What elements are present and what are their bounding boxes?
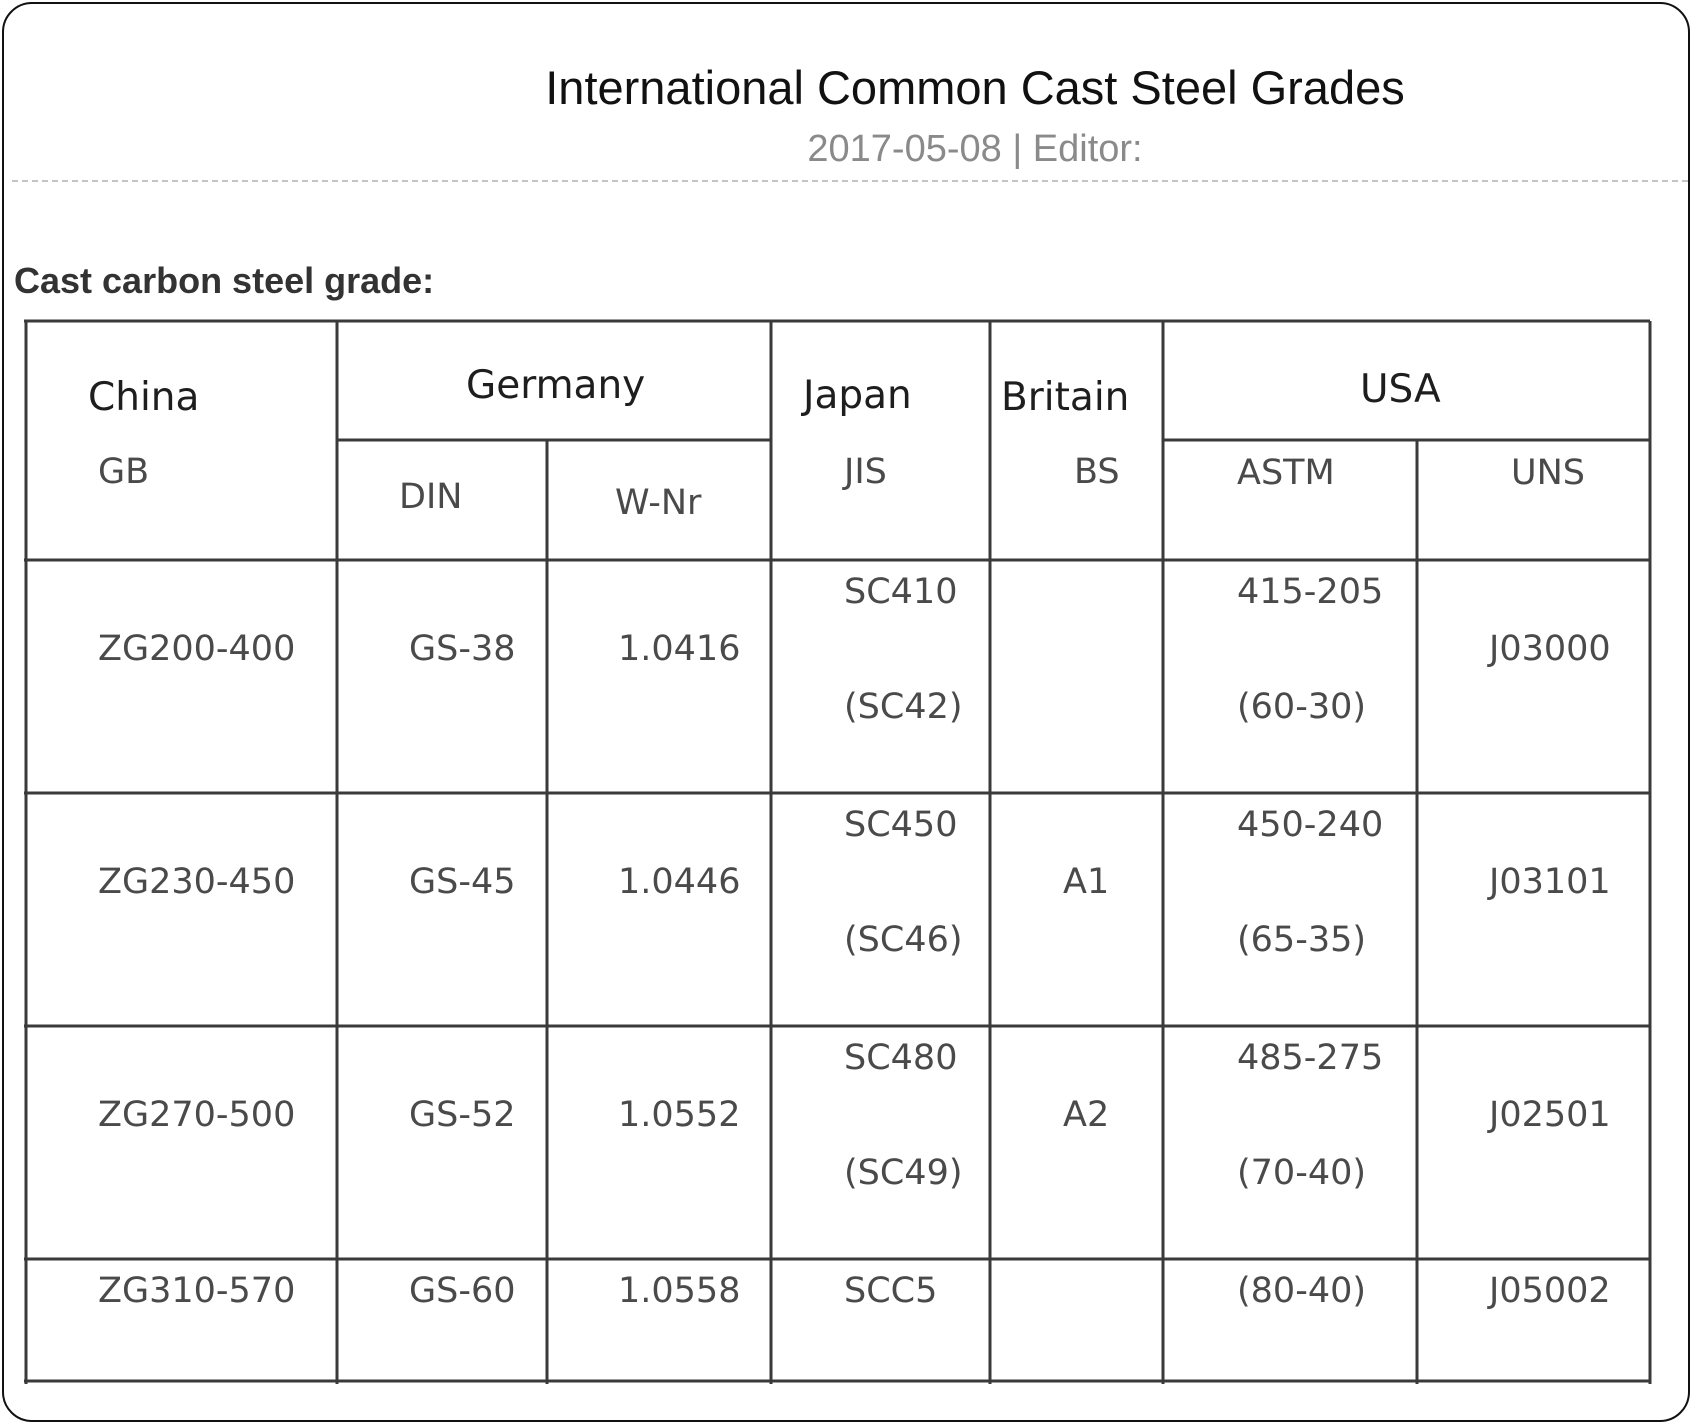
table-cell-jis-secondary: (SC49): [844, 1153, 963, 1193]
table-cell-din: GS-52: [409, 1095, 516, 1135]
article-date: 2017-05-08: [807, 128, 1002, 170]
table-cell-uns: J02501: [1489, 1095, 1611, 1135]
table-cell-gb: ZG200-400: [98, 629, 296, 669]
section-heading: Cast carbon steel grade:: [14, 260, 435, 301]
table-cell-gb: ZG270-500: [98, 1095, 296, 1135]
table-cell-jis-primary: SC480: [844, 1038, 958, 1078]
header-astm: ASTM: [1237, 453, 1335, 493]
table-cell-jis-secondary: (SC46): [844, 920, 963, 960]
table-cell-wnr: 1.0558: [618, 1271, 741, 1311]
header-japan: Japan: [803, 373, 912, 418]
table-cell-din: GS-38: [409, 629, 516, 669]
table-cell-gb: ZG230-450: [98, 862, 296, 902]
meta-separator: |: [1012, 128, 1023, 170]
header-din: DIN: [399, 477, 463, 517]
article-title: International Common Cast Steel Grades: [545, 61, 1405, 114]
header-wnr: W-Nr: [615, 483, 702, 523]
header-usa: USA: [1360, 367, 1441, 412]
header-gb: GB: [98, 452, 150, 492]
table-cell-bs: A2: [1063, 1095, 1110, 1135]
table-cell-astm-primary: 450-240: [1237, 805, 1384, 845]
header-germany: Germany: [466, 363, 646, 408]
table-cell-wnr: 1.0446: [618, 862, 741, 902]
table-cell-wnr: 1.0416: [618, 629, 741, 669]
header-bs: BS: [1074, 452, 1120, 492]
table-cell-astm-secondary: (70-40): [1237, 1153, 1367, 1193]
header-jis: JIS: [844, 452, 887, 492]
table-cell-jis-secondary: (SC42): [844, 687, 963, 727]
header-britain: Britain: [1001, 375, 1130, 420]
table-cell-astm-secondary: (65-35): [1237, 920, 1367, 960]
table-cell-uns: J03000: [1489, 629, 1611, 669]
table-cell-jis-primary: SC410: [844, 572, 958, 612]
table-cell-jis-primary: SCC5: [844, 1271, 938, 1311]
table-cell-uns: J05002: [1489, 1271, 1611, 1311]
header-uns: UNS: [1511, 453, 1586, 493]
table-cell-uns: J03101: [1489, 862, 1611, 902]
table-cell-astm-secondary: (60-30): [1237, 687, 1367, 727]
table-cell-gb: ZG310-570: [98, 1271, 296, 1311]
header-china: China: [88, 375, 200, 420]
table-cell-bs: A1: [1063, 862, 1110, 902]
table-cell-din: GS-45: [409, 862, 516, 902]
table-cell-astm-primary: 415-205: [1237, 572, 1384, 612]
table-cell-wnr: 1.0552: [618, 1095, 741, 1135]
table-cell-astm-primary: 485-275: [1237, 1038, 1384, 1078]
table-cell-astm-primary: (80-40): [1237, 1271, 1367, 1311]
table-cell-din: GS-60: [409, 1271, 516, 1311]
editor-label: Editor:: [1032, 128, 1143, 170]
table-cell-jis-primary: SC450: [844, 805, 958, 845]
